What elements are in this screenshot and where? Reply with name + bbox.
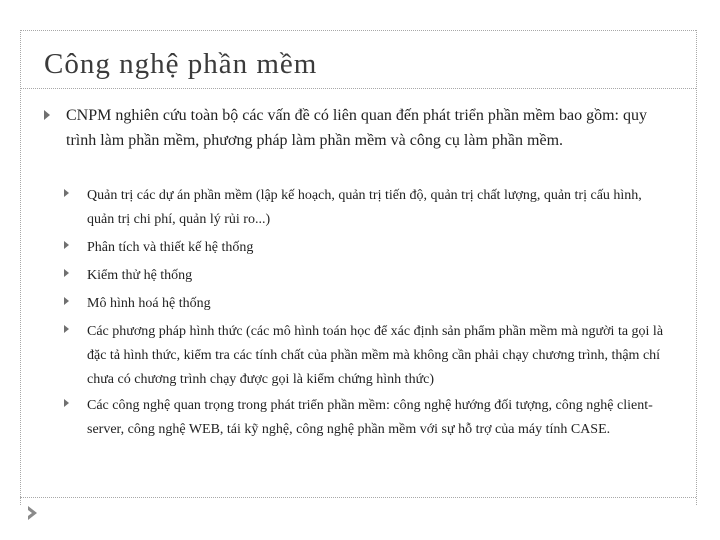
bullet-arrow-icon (64, 269, 69, 277)
bullet-arrow-icon (64, 399, 69, 407)
list-item-text: Các phương pháp hình thức (các mô hình toán học để xác định sản phẩm phần mềm mà người ta gọi là đặc tả hình thức, kiểm tra các tính chất của phần mềm mà không cần phải chạy chương trình, thậm chí chưa có chương trình chạy được gọi là kiểm chứng hình thức) (87, 324, 664, 387)
frame-top-line (20, 30, 696, 31)
list-item-text: Mô hình hoá hệ thống (87, 296, 211, 311)
frame-right-line (696, 30, 697, 505)
list-item-text: Phân tích và thiết kế hệ thống (87, 240, 254, 255)
frame-left-line (20, 30, 21, 505)
main-bullet-text: CNPM nghiên cứu toàn bộ các vấn đề có liên quan đến phát triển phần mềm bao gồm: quy trình làm phần mềm, phương pháp làm phần mềm và công cụ làm phần mềm. (66, 107, 647, 149)
frame-bottom-line (20, 497, 696, 498)
list-item-text: Quản trị các dự án phần mềm (lập kế hoạch, quản trị tiến độ, quản trị chất lượng, quản trị cấu hình, quản trị chi phí, quản lý rủi ro...) (87, 188, 642, 227)
list-item-text: Các công nghệ quan trọng trong phát triển phần mềm: công nghệ hướng đối tượng, công nghệ client-server, công nghệ WEB, tái kỹ nghệ, công nghệ phần mềm với sự hỗ trợ của máy tính CASE. (87, 398, 653, 437)
slide-title: Công nghệ phần mềm (44, 48, 318, 80)
main-bullet-arrow-icon (44, 110, 50, 120)
bullet-arrow-icon (64, 241, 69, 249)
bullet-arrow-icon (64, 325, 69, 333)
bullet-arrow-icon (64, 297, 69, 305)
title-underline (20, 88, 696, 89)
corner-arrow-icon (28, 506, 37, 520)
bullet-arrow-icon (64, 189, 69, 197)
list-item-text: Kiểm thử hệ thống (87, 268, 193, 283)
